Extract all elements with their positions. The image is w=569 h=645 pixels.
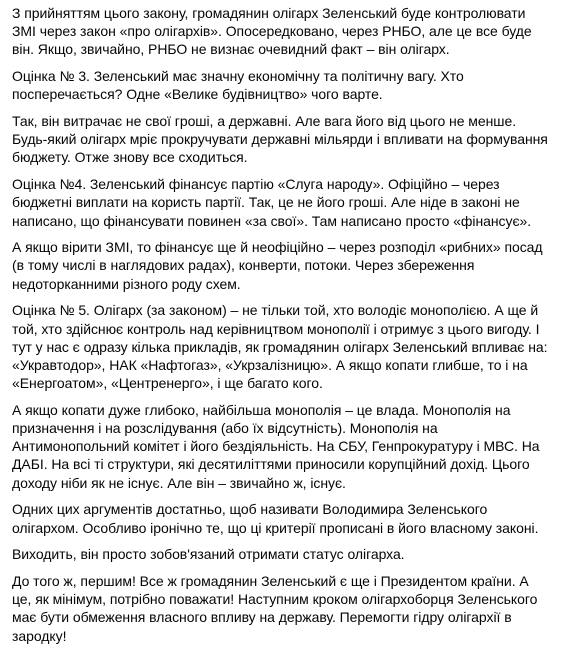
post-paragraph-7: А якщо копати дуже глибоко, найбільша монополія – це влада. Монополія на призначення і на розслідування (або їх відсутність). Монополія на Антимонопольний комітет і його бездіяльність. На СБУ, Генпрокуратуру і МВС. На ДАБІ. На всі ті структури, які десятиліттями приносили корупційний дохід. Цього доходу ніби як не існує. Але він – звичайно ж, існує.: [12, 401, 540, 491]
post-paragraph-9: Виходить, він просто зобов'язаний отримати статус олігарха.: [12, 546, 405, 563]
post-paragraph-10: До того ж, першим! Все ж громадянин Зеленський є ще і Президентом країни. А це, як мінімум, потрібно поважати! Наступним кроком олігархоборця Зеленського має бути обмеження власного впливу на державу. Перемогти гідру олігархії в зародку!: [12, 572, 538, 644]
post-paragraph-2: Оцінка № 3. Зеленський має значну економічну та політичну вагу. Хто посперечається? Одне «Велике будівництво» чого варте.: [12, 68, 464, 103]
post-paragraph-1: З прийняттям цього закону, громадянин олігарх Зеленський буде контролювати ЗМІ через закон «про олігархів». Опосередковано, через РНБО, але це все буде він. Якщо, звичайно, РНБО не визнає очевидний факт – він олігарх.: [12, 5, 532, 58]
post-paragraph-5: А якщо вірити ЗМІ, то фінансує ще й неофіційно – через розподіл «рибних» посад (в тому числі в наглядових радах), конверти, потоки. Через збереження недоторканними різного роду схем.: [12, 239, 543, 292]
post-paragraph-6: Оцінка № 5. Олігарх (за законом) – не тільки той, хто володіє монополією. А ще й той, хто здійснює контроль над керівництвом монополії і отримує з цього вигоду. І тут у нас є одразу кілька прикладів, як громадянин олігарх Зеленський впливає на: «Укравтодор», НАК «Нафтогаз», «Укрзалізницю». А якщо копати глибше, то і на «Енергоатом», «Центренерго», і ще багато кого.: [12, 302, 548, 392]
post-paragraph-3: Так, він витрачає не свої гроші, а державні. Але вага його від цього не менше. Будь-який олігарх мріє прокручувати державні мільярди і впливати на формування бюджету. Отже знову все сходиться.: [12, 113, 548, 166]
post-paragraph-4: Оцінка №4. Зеленський фінансує партію «Слуга народу». Офіційно – через бюджетні виплати на користь партії. Так, це не його гроші. Але ніде в законі не написано, що фінансувати повинен «за свої». Там написано просто «фінансує».: [12, 176, 532, 229]
post-paragraph-8: Одних цих аргументів достатньо, щоб називати Володимира Зеленського олігархом. Особливо іронічно те, що ці критерії прописані в його власному законі.: [12, 501, 539, 536]
